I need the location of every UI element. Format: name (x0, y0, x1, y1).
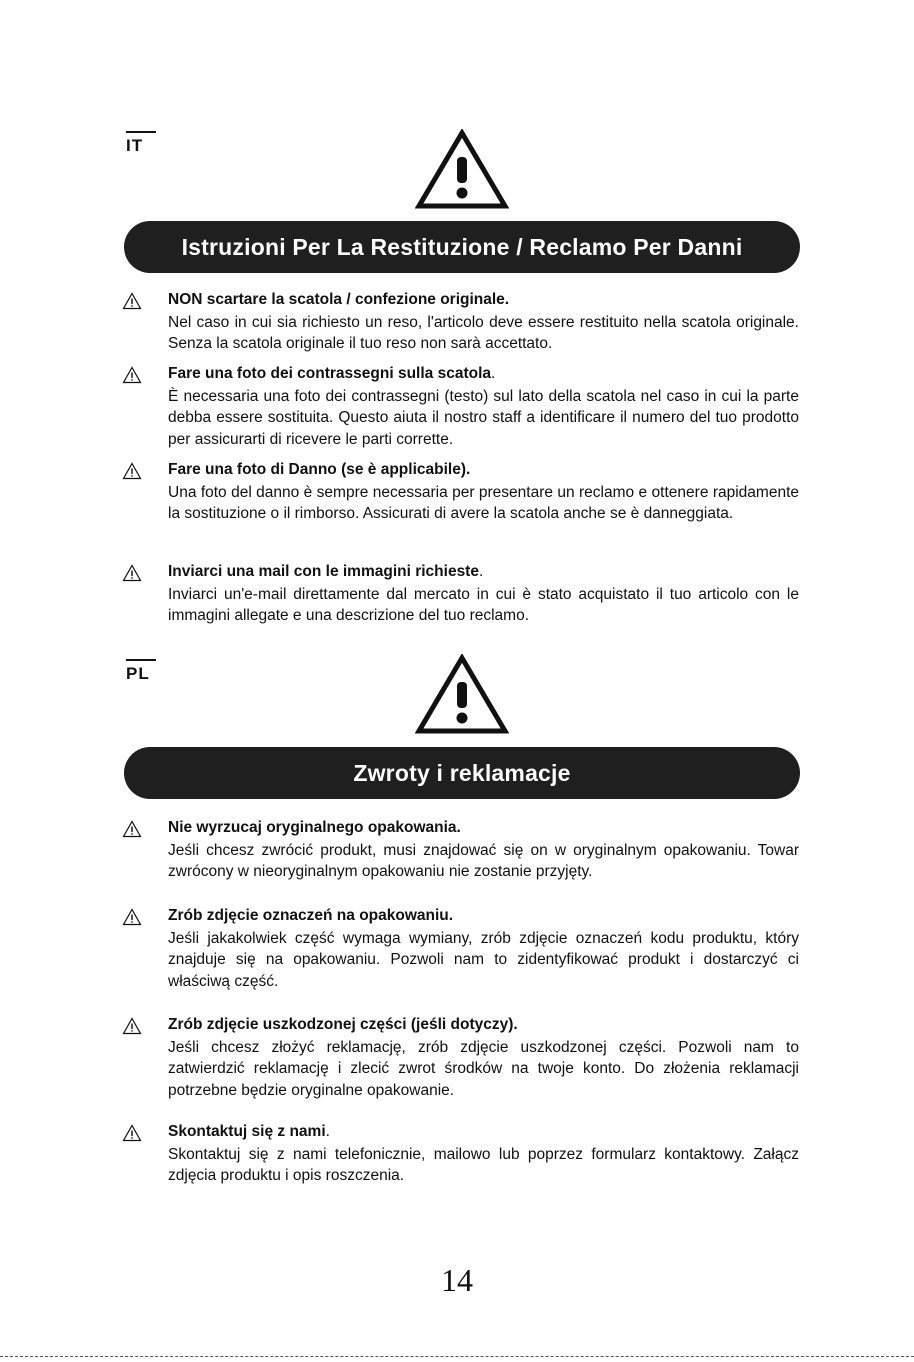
small-warning-icon (122, 462, 142, 480)
instruction-heading: NON scartare la scatola / confezione originale. (168, 291, 510, 308)
cut-line-divider (0, 1356, 914, 1357)
instruction-text: Skontaktuj się z nami telefonicznie, mailowo lub poprzez formularz kontaktowy. Załącz zdjęcia produktu i opis roszczenia. (168, 1146, 799, 1185)
instruction-item: Fare una foto dei contrassegni sulla scatola. È necessaria una foto dei contrassegni (testo) sul lato della scatola nel caso in cui la parte debba essere sostituita. Questo aiuta il nostro staff a identificare il numero del tuo prodotto per assicurarti di ricevere le parti corrette. (168, 363, 799, 450)
instruction-heading: Fare una foto dei contrassegni sulla scatola (168, 365, 492, 382)
instruction-item: Inviarci una mail con le immagini richieste. Inviarci un'e-mail direttamente dal mercato in cui è stato acquistato il tuo articolo con le immagini allegate e una descrizione del tuo reclamo. (168, 561, 799, 627)
warning-icon (415, 129, 509, 209)
instruction-text: È necessaria una foto dei contrassegni (testo) sul lato della scatola nel caso in cui la parte debba essere sostituita. Questo aiuta il nostro staff a identificare il numero del tuo prodotto per assicurarti di ricevere le parti corrette. (168, 388, 799, 448)
instruction-heading: Inviarci una mail con le immagini richieste (168, 563, 479, 580)
small-warning-icon (122, 820, 142, 838)
small-warning-icon (122, 564, 142, 582)
instruction-item (168, 459, 799, 525)
instruction-item (168, 1014, 799, 1101)
instruction-text: Jeśli chcesz zwrócić produkt, musi znajdować się on w oryginalnym opakowaniu. Towar zwrócony w nieoryginalnym opakowaniu nie zostanie przyjęty. (168, 842, 799, 881)
instruction-heading: Skontaktuj się z nami (168, 1123, 326, 1140)
small-warning-icon (122, 1017, 142, 1035)
instruction-text: Nel caso in cui sia richiesto un reso, l'articolo deve essere restituito nella scatola originale. Senza la scatola originale il tuo reso non sarà accettato. (168, 314, 799, 353)
instruction-text: Jeśli chcesz złożyć reklamację, zrób zdjęcie uszkodzonej części. Pozwoli nam to zatwierdzić reklamację i zlecić zwrot środków na twoje konto. Do złożenia reklamacji potrzebne będzie oryginalne opakowanie. (168, 1039, 799, 1099)
instruction-text: Inviarci un'e-mail direttamente dal mercato in cui è stato acquistato il tuo articolo con le immagini allegate e una descrizione del tuo reclamo. (168, 586, 799, 625)
instruction-text: Una foto del danno è sempre necessaria per presentare un reclamo e ottenere rapidamente la sostituzione o il rimborso. Assicurati di avere la scatola anche se è danneggiata. (168, 484, 799, 523)
language-code-pl: PL (126, 659, 156, 683)
language-code-it: IT (126, 131, 156, 155)
instruction-item (168, 289, 799, 355)
section-banner-it: Istruzioni Per La Restituzione / Reclamo Per Danni (124, 221, 800, 273)
small-warning-icon (122, 908, 142, 926)
small-warning-icon (122, 292, 142, 310)
warning-icon (415, 654, 509, 734)
instruction-item (168, 905, 799, 992)
instruction-item (168, 817, 799, 883)
instruction-heading: Zrób zdjęcie oznaczeń na opakowaniu. (168, 907, 454, 924)
page-number: 14 (441, 1262, 473, 1298)
instruction-text: Jeśli jakakolwiek część wymaga wymiany, zrób zdjęcie oznaczeń kodu produktu, który znajduje się na opakowaniu. Pozwoli nam to zidentyfikować produkt i dostarczyć ci właściwą część. (168, 930, 799, 990)
instruction-heading: Nie wyrzucaj oryginalnego opakowania. (168, 819, 461, 836)
instruction-heading: Fare una foto di Danno (se è applicabile). (168, 461, 471, 478)
instruction-heading: Zrób zdjęcie uszkodzonej części (jeśli dotyczy). (168, 1016, 518, 1033)
small-warning-icon (122, 1124, 142, 1142)
small-warning-icon (122, 366, 142, 384)
instruction-item: Skontaktuj się z nami. Skontaktuj się z nami telefonicznie, mailowo lub poprzez formularz kontaktowy. Załącz zdjęcia produktu i opis roszczenia. (168, 1121, 799, 1187)
section-banner-pl: Zwroty i reklamacje (124, 747, 800, 799)
